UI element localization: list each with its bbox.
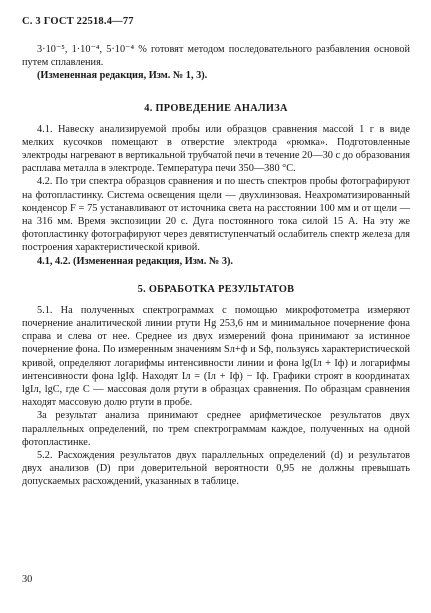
section-5-heading: 5. ОБРАБОТКА РЕЗУЛЬТАТОВ <box>137 283 295 295</box>
intro-paragraph: 3·10⁻⁵, 1·10⁻⁴, 5·10⁻⁴ % готовят методом последовательного разбавления основой путем сплавления. <box>22 44 410 69</box>
section-5-paragraph-2: За результат анализа принимают среднее арифметическое результатов двух параллельных определений, по трем спектрограммам каждое, полученных на одной фотопластинке. <box>22 410 410 448</box>
page-number: 30 <box>22 574 33 585</box>
intro-amendment-note: (Измененная редакция, Изм. № 1, 3). <box>37 70 208 82</box>
section-4-amendment-note: 4.1, 4.2. (Измененная редакция, Изм. № 3). <box>37 255 233 267</box>
section-4-paragraph-2: 4.2. По три спектра образцов сравнения и по шесть спектров пробы фотографируют на фотопластинку. Система освещения щели — двухлинзовая. Неахроматизированный конденсор F = 75 устанавливают от источника света на расстоянии 100 мм и от щели — на 316 мм. Время экспозиции 20 с. Дуга постоянного тока силой 15 А. На эту же фотопластинку фотографируют через девятиступенчатый ослабитель спектр железа для построения характеристической кривой. <box>22 176 410 254</box>
section-4-paragraph-1: 4.1. Навеску анализируемой пробы или образцов сравнения массой 1 г в виде мелких кусочков помещают в отверстие электрода «рюмка». Подготовленные электроды нагревают в вертикальной трубчатой печи в течение 20—30 с до образования расплава металла в электроде. Температура печи 350—380 °С. <box>22 123 410 175</box>
section-5-paragraph-1: 5.1. На полученных спектрограммах с помощью микрофотометра измеряют почернение аналитической линии ртути Hg 253,6 нм и минимальное почернение фона справа и слева от нее. Среднее из двух измерений фона принимают за истинное почернение фона. По измеренным значениям Sл+ф и Sф, пользуясь характеристической кривой, определяют логарифмы интенсивности линии и фона lg(Iл + Iф) и логарифмы интенсивности фона lgIф. Находят Iл = (Iл + Iф) − Iф. Графики строят в координатах lgIл, lgC, где C — массовая доля ртути в образцах сравнения. По образцам сравнения находят массовую долю ртути в пробе. <box>22 304 410 409</box>
running-head: С. 3 ГОСТ 22518.4—77 <box>22 16 134 27</box>
section-4-heading: 4. ПРОВЕДЕНИЕ АНАЛИЗА <box>144 102 288 114</box>
section-5-paragraph-3: 5.2. Расхождения результатов двух параллельных определений (d) и результатов двух анализов (D) при доверительной вероятности 0,95 не должны превышать допускаемых расхождений, указанных в таблице. <box>22 450 410 488</box>
document-page <box>22 16 410 489</box>
